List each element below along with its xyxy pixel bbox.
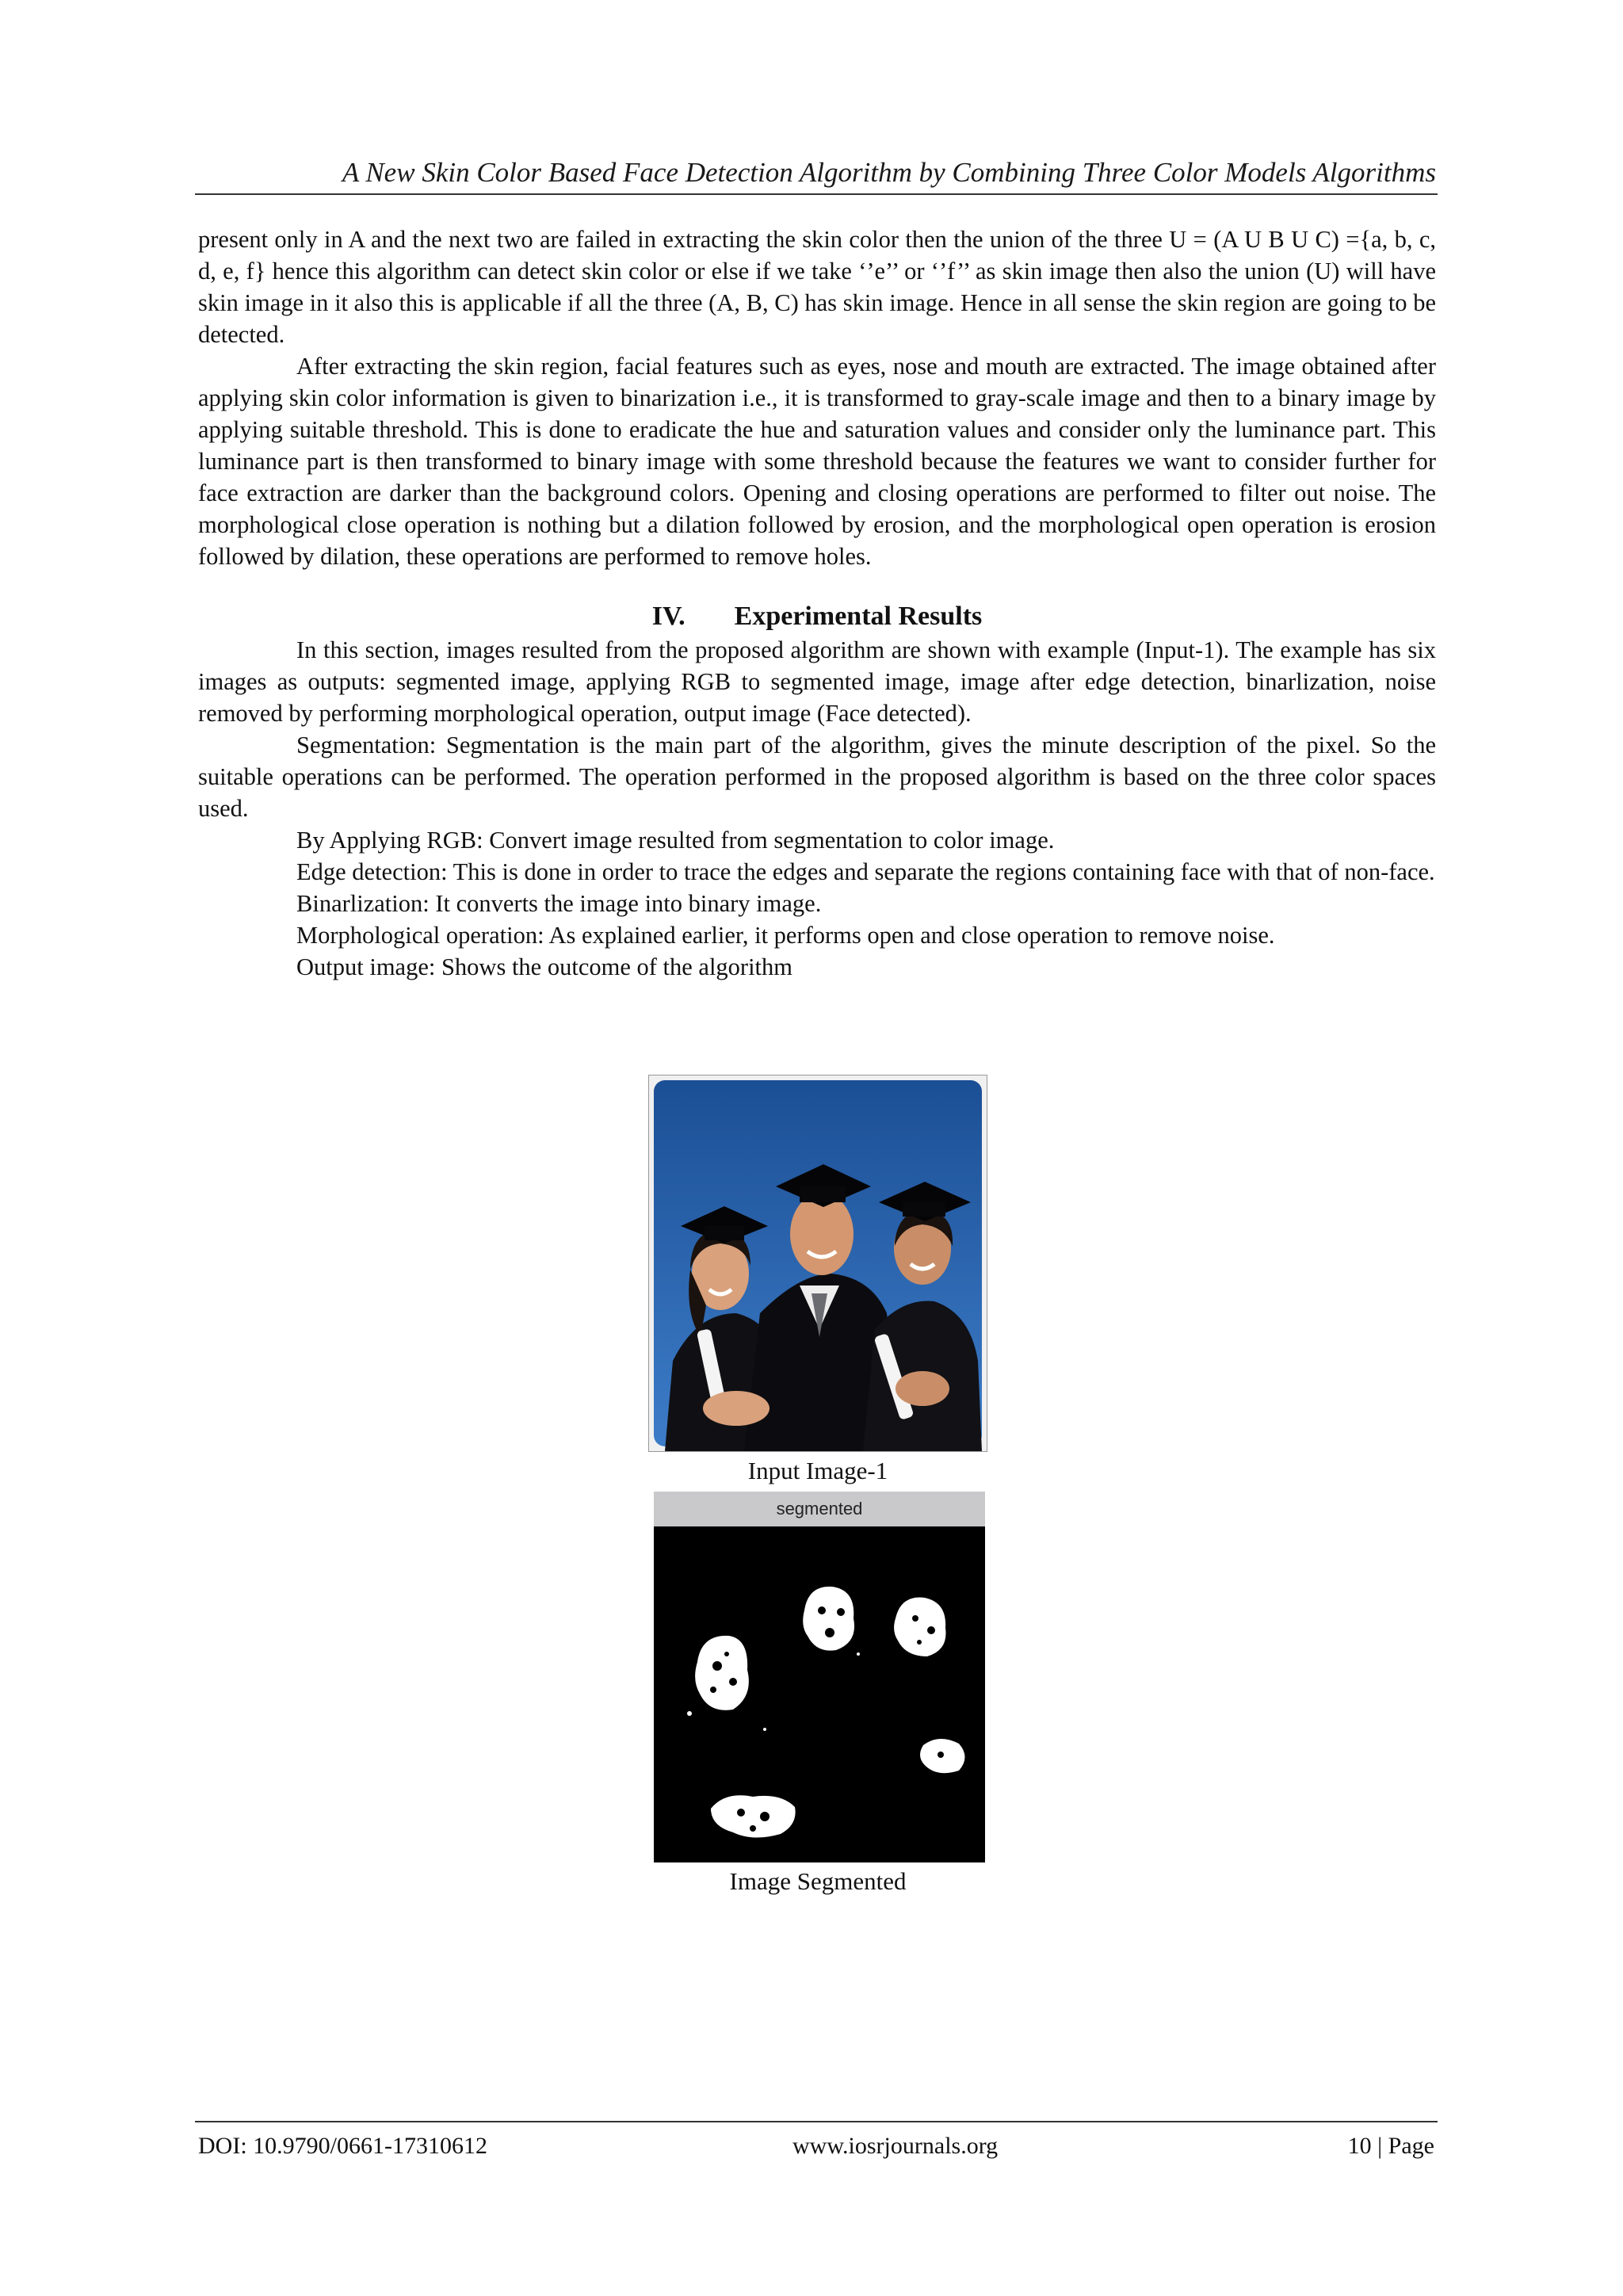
section-number: IV. (651, 602, 685, 631)
paragraph: Segmentation: Segmentation is the main part of the algorithm, gives the minute description of the pixel. So the suitable operations can be performed. The operation performed in the proposed algorithm is based on the three color spaces used. (198, 732, 1436, 822)
footer-website: www.iosrjournals.org (792, 2133, 999, 2159)
segmented-image-figure (654, 1492, 985, 1862)
section-heading (198, 599, 1436, 634)
paragraph: By Applying RGB: Convert image resulted from segmentation to color image. (296, 827, 1055, 854)
paragraph: After extracting the skin region, facial features such as eyes, nose and mouth are extracted. The image obtained after applying skin color information is given to binarization i.e., it is transformed to gray-scale image and then to a binary image by applying suitable threshold. This is done to eradicate the hue and saturation values and consider only the luminance part. This luminance part is then transformed to binary image with some threshold because the features we want to consider further for face extraction are darker than the background colors. Opening and closing operations are performed to filter out noise. The morphological close operation is nothing but a dilation followed by erosion, and the morphological open operation is erosion followed by dilation, these operations are performed to remove holes. (198, 353, 1436, 570)
body-text (198, 223, 1436, 983)
paragraph: In this section, images resulted from the proposed algorithm are shown with example (Input-1). The example has six images as outputs: segmented image, applying RGB to segmented image, image after edge detection, binarlization, noise removed by performing morphological operation, output image (Face detected). (198, 636, 1436, 727)
header-rule (195, 193, 1438, 195)
segmented-mask (654, 1492, 985, 1862)
paragraph: Output image: Shows the outcome of the algorithm (296, 953, 792, 980)
section-title: Experimental Results (734, 602, 983, 631)
paragraph: Edge detection: This is done in order to trace the edges and separate the regions containing face with that of non-face. (296, 858, 1435, 885)
segmented-image-caption: Image Segmented (729, 1867, 907, 1895)
paragraph: present only in A and the next two are failed in extracting the skin color then the union of the three U = (A U B U C) ={a, b, c, d, e, f} hence this algorithm can detect skin color or else if we take ‘’e’’ or ‘’f’’ as skin image then also the union (U) will have skin image in it also this is applicable if all the three (A, B, C) has skin image. Hence in all sense the skin region are going to be detected. (198, 226, 1436, 348)
input-image-figure (648, 1075, 987, 1452)
paragraph: Binarlization: It converts the image into binary image. (296, 890, 822, 917)
running-header: A New Skin Color Based Face Detection Algorithm by Combining Three Color Models Algorithms (342, 157, 1436, 188)
paragraph: Morphological operation: As explained earlier, it performs open and close operation to remove noise. (296, 922, 1275, 949)
footer-rule (195, 2121, 1438, 2122)
segmented-panel-title: segmented (776, 1499, 863, 1519)
footer-page-number: 10 | Page (1347, 2133, 1434, 2159)
graduates-photo (649, 1075, 987, 1451)
input-image-caption: Input Image-1 (747, 1457, 888, 1484)
footer-doi: DOI: 10.9790/0661-17310612 (198, 2133, 487, 2159)
